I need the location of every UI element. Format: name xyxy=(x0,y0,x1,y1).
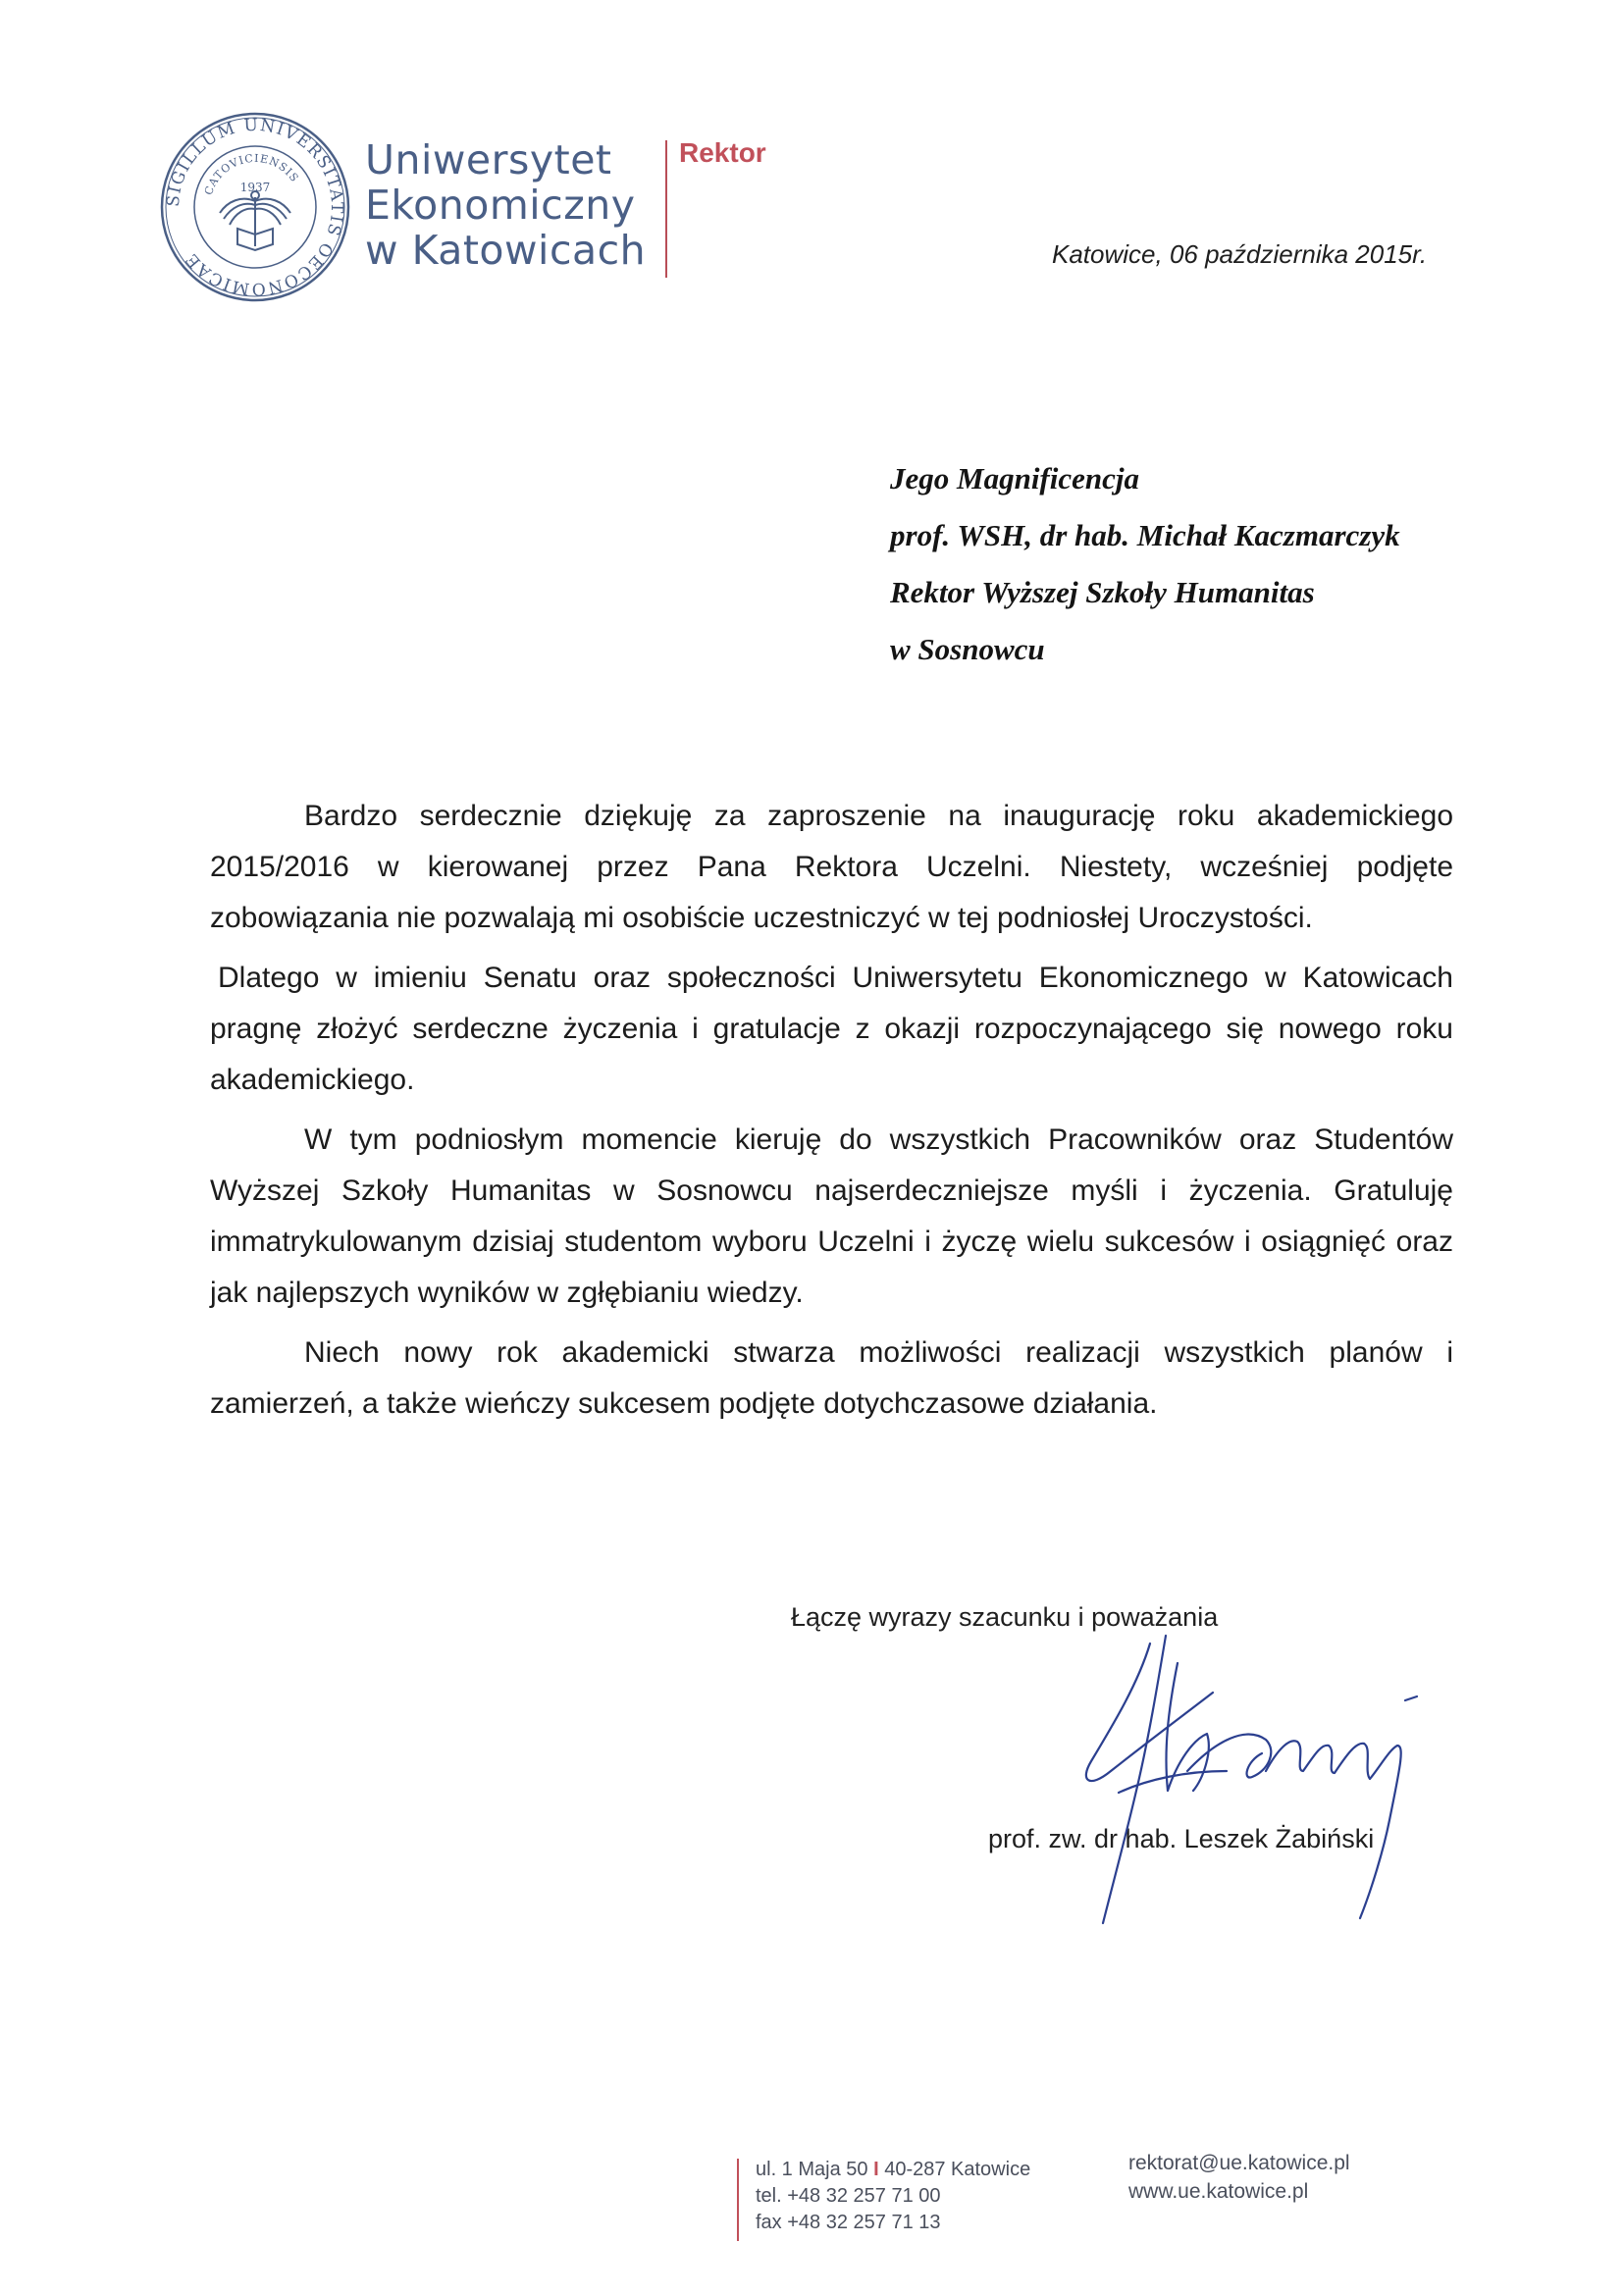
signer-name: prof. zw. dr hab. Leszek Żabiński xyxy=(988,1824,1375,1853)
university-name xyxy=(365,136,647,274)
addressee-line-4: w Sosnowcu xyxy=(890,632,1045,666)
seal-ring-text: SIGILLUM UNIVERSITATIS OECONOMICAE xyxy=(163,115,347,299)
university-name-line-2: Ekonomiczny xyxy=(365,182,636,229)
seal-graphic xyxy=(159,111,351,303)
footer-divider xyxy=(737,2159,739,2241)
footer-street: ul. 1 Maja 50 xyxy=(756,2159,868,2180)
footer-website-link[interactable]: www.ue.katowice.pl xyxy=(1128,2180,1309,2203)
body-paragraph-1 xyxy=(210,791,1453,944)
letterhead-divider xyxy=(665,140,667,278)
footer-fax: fax +48 32 257 71 13 xyxy=(756,2212,941,2233)
addressee-line-1: Jego Magnificencja xyxy=(890,461,1139,496)
body-paragraph-4-text: Niech nowy rok akademicki stwarza możliwości realizacji wszystkich planów i zamierzeń, a także wieńczy sukcesem podjęte dotychczasowe działania. xyxy=(210,1336,1453,1420)
body-paragraph-1-text: Bardzo serdecznie dziękuję za zaproszenie na inaugurację roku akademickiego 2015/2016 w kierowanej przez Pana Rektora Uczelni. Niestety, wcześniej podjęte zobowiązania nie pozwalają mi osobiście uczestniczyć w tej podniosłej Uroczystości. xyxy=(210,800,1453,934)
footer-contact xyxy=(756,2157,1030,2236)
body-paragraph-2-text: Dlatego w imieniu Senatu oraz społeczności Uniwersytetu Ekonomicznego w Katowicach pragnę złożyć serdeczne życzenia i gratulacje z okazji rozpoczynającego się nowego roku akademickiego. xyxy=(210,962,1453,1096)
university-name-line-1: Uniwersytet xyxy=(365,136,612,183)
closing-phrase: Łączę wyrazy szacunku i poważania xyxy=(791,1602,1219,1632)
footer-online xyxy=(1128,2149,1350,2206)
letter-date: Katowice, 06 października 2015r. xyxy=(1052,239,1428,269)
footer-email-link[interactable]: rektorat@ue.katowice.pl xyxy=(1128,2152,1350,2174)
body-paragraph-3-text: W tym podniosłym momencie kieruję do wszystkich Pracowników oraz Studentów Wyższej Szkoły Humanitas w Sosnowcu najserdeczniejsze myśli i życzenia. Gratuluję immatrykulowanym dzisiaj studentom wyboru Uczelni i życzę wielu sukcesów i osiągnięć oraz jak najlepszych wyników w zgłębianiu wiedzy. xyxy=(210,1123,1453,1309)
addressee-line-3: Rektor Wyższej Szkoły Humanitas xyxy=(890,575,1315,609)
eagle-icon xyxy=(220,191,290,250)
body-paragraph-4 xyxy=(210,1328,1453,1430)
university-seal-logo xyxy=(159,111,351,303)
addressee-block xyxy=(890,459,1400,687)
letter-body xyxy=(210,791,1453,1438)
footer-address-line xyxy=(756,2157,1030,2183)
footer-phone: tel. +48 32 257 71 00 xyxy=(756,2185,941,2207)
body-paragraph-3 xyxy=(210,1115,1453,1319)
university-name-line-3: w Katowicach xyxy=(365,227,647,274)
body-paragraph-2 xyxy=(210,953,1453,1106)
seal-inner-text: CATOVICIENSIS xyxy=(201,151,302,197)
footer-city: 40-287 Katowice xyxy=(884,2159,1031,2180)
seal-year: 1937 xyxy=(239,181,271,194)
office-label: Rektor xyxy=(679,137,766,168)
handwritten-signature xyxy=(1021,1624,1433,1938)
footer-separator: I xyxy=(873,2159,879,2180)
addressee-line-2: prof. WSH, dr hab. Michał Kaczmarczyk xyxy=(890,518,1400,552)
